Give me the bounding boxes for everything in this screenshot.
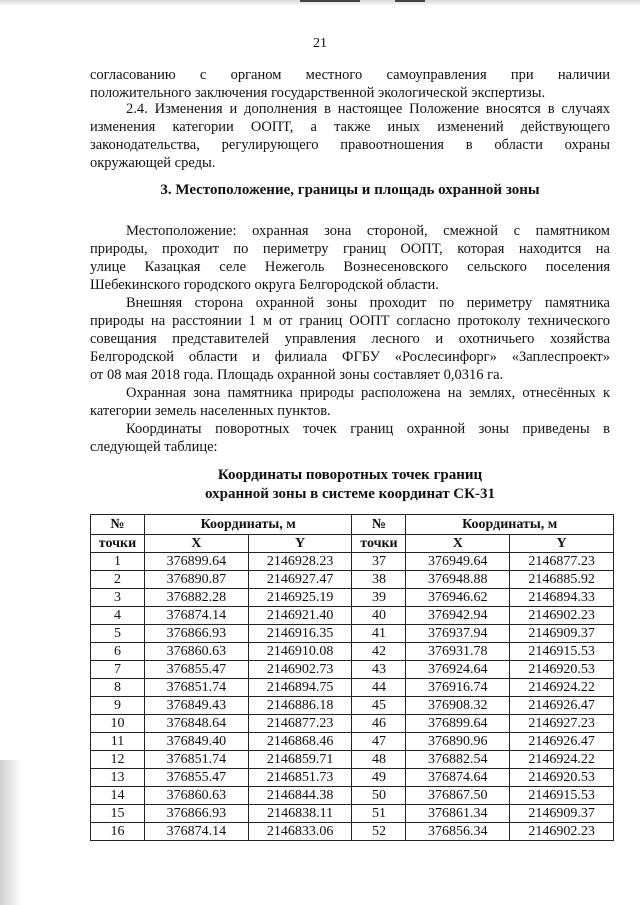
x-coordinate: 376874.14 — [144, 823, 248, 841]
section-heading-text: 3. Местоположение, границы и площадь охранной зоны — [160, 182, 540, 198]
y-coordinate: 2146928.23 — [248, 553, 352, 571]
section-heading — [90, 182, 610, 199]
point-number: 2 — [91, 571, 145, 589]
y-coordinate: 2146886.18 — [248, 697, 352, 715]
point-number: 12 — [91, 751, 145, 769]
text-line: природы на расстоянии 1 м от границ ООПТ согласно протоколу технического — [90, 313, 610, 329]
coordinates-table — [90, 514, 614, 841]
y-coordinate: 2146915.53 — [510, 787, 614, 805]
table-row — [91, 589, 614, 607]
header-y-right: Y — [510, 535, 614, 553]
y-coordinate: 2146909.37 — [510, 625, 614, 643]
header-coordinates-left: Координаты, м — [144, 515, 352, 535]
x-coordinate: 376899.64 — [144, 553, 248, 571]
table-row — [91, 787, 614, 805]
point-number: 41 — [352, 625, 406, 643]
x-coordinate: 376890.96 — [406, 733, 510, 751]
y-coordinate: 2146902.23 — [510, 823, 614, 841]
x-coordinate: 376866.93 — [144, 625, 248, 643]
table-row — [91, 661, 614, 679]
text-line: Охранная зона памятника природы расположена на землях, отнесённых к — [126, 385, 610, 401]
y-coordinate: 2146902.73 — [248, 661, 352, 679]
x-coordinate: 376861.34 — [406, 805, 510, 823]
y-coordinate: 2146844.38 — [248, 787, 352, 805]
text-line: следующей таблице: — [90, 439, 218, 455]
text-line: изменения категории ООПТ, а также иных изменений действующего — [90, 119, 610, 135]
y-coordinate: 2146894.75 — [248, 679, 352, 697]
text-line: законодательства, регулирующего правоотношения в области охраны — [90, 137, 610, 153]
header-coordinates-right: Координаты, м — [406, 515, 614, 535]
table-row — [91, 607, 614, 625]
table-row — [91, 553, 614, 571]
table-header-row — [91, 515, 614, 535]
point-number: 39 — [352, 589, 406, 607]
x-coordinate: 376874.14 — [144, 607, 248, 625]
y-coordinate: 2146920.53 — [510, 769, 614, 787]
x-coordinate: 376937.94 — [406, 625, 510, 643]
x-coordinate: 376924.64 — [406, 661, 510, 679]
x-coordinate: 376890.87 — [144, 571, 248, 589]
text-line: 2.4. Изменения и дополнения в настоящее Положение вносятся в случаях — [126, 101, 610, 117]
table-row — [91, 805, 614, 823]
y-coordinate: 2146915.53 — [510, 643, 614, 661]
y-coordinate: 2146833.06 — [248, 823, 352, 841]
x-coordinate: 376867.50 — [406, 787, 510, 805]
table-row — [91, 769, 614, 787]
point-number: 7 — [91, 661, 145, 679]
y-coordinate: 2146910.08 — [248, 643, 352, 661]
header-points-right: точки — [352, 535, 406, 553]
table-row — [91, 751, 614, 769]
x-coordinate: 376882.28 — [144, 589, 248, 607]
text-line: природы, проходит по периметру границ ООПТ, которая находится на — [90, 241, 610, 257]
point-number: 44 — [352, 679, 406, 697]
y-coordinate: 2146927.47 — [248, 571, 352, 589]
y-coordinate: 2146902.23 — [510, 607, 614, 625]
x-coordinate: 376874.64 — [406, 769, 510, 787]
header-number-right: № — [352, 515, 406, 535]
text-line: Шебекинского городского округа Белгородской области. — [90, 277, 439, 293]
table-body — [91, 553, 614, 841]
text-line: положительного заключения государственной экологической экспертизы. — [90, 85, 546, 101]
y-coordinate: 2146877.23 — [510, 553, 614, 571]
y-coordinate: 2146926.47 — [510, 733, 614, 751]
paragraph-continuation — [90, 66, 610, 102]
header-x-left: X — [144, 535, 248, 553]
x-coordinate: 376949.64 — [406, 553, 510, 571]
scan-mark — [395, 0, 425, 2]
y-coordinate: 2146859.71 — [248, 751, 352, 769]
point-number: 8 — [91, 679, 145, 697]
text-line: Координаты поворотных точек границ охранной зоны приведены в — [126, 421, 610, 437]
table-row — [91, 715, 614, 733]
x-coordinate: 376849.43 — [144, 697, 248, 715]
x-coordinate: 376866.93 — [144, 805, 248, 823]
scan-mark — [300, 0, 360, 2]
table-subheader-row — [91, 535, 614, 553]
header-y-left: Y — [248, 535, 352, 553]
y-coordinate: 2146868.46 — [248, 733, 352, 751]
point-number: 45 — [352, 697, 406, 715]
x-coordinate: 376908.32 — [406, 697, 510, 715]
x-coordinate: 376860.63 — [144, 643, 248, 661]
point-number: 49 — [352, 769, 406, 787]
table-row — [91, 625, 614, 643]
point-number: 51 — [352, 805, 406, 823]
y-coordinate: 2146924.22 — [510, 679, 614, 697]
point-number: 11 — [91, 733, 145, 751]
y-coordinate: 2146851.73 — [248, 769, 352, 787]
point-number: 43 — [352, 661, 406, 679]
x-coordinate: 376860.63 — [144, 787, 248, 805]
point-number: 9 — [91, 697, 145, 715]
x-coordinate: 376946.62 — [406, 589, 510, 607]
y-coordinate: 2146924.22 — [510, 751, 614, 769]
y-coordinate: 2146916.35 — [248, 625, 352, 643]
text-line: Внешняя сторона охранной зоны проходит по периметру памятника — [126, 295, 610, 311]
y-coordinate: 2146894.33 — [510, 589, 614, 607]
paragraph-outer-boundary — [90, 294, 610, 384]
y-coordinate: 2146926.47 — [510, 697, 614, 715]
y-coordinate: 2146877.23 — [248, 715, 352, 733]
point-number: 52 — [352, 823, 406, 841]
x-coordinate: 376849.40 — [144, 733, 248, 751]
point-number: 47 — [352, 733, 406, 751]
point-number: 14 — [91, 787, 145, 805]
x-coordinate: 376931.78 — [406, 643, 510, 661]
table-title-line: Координаты поворотных точек границ — [217, 467, 483, 483]
table-row — [91, 733, 614, 751]
table-row — [91, 643, 614, 661]
point-number: 48 — [352, 751, 406, 769]
x-coordinate: 376882.54 — [406, 751, 510, 769]
x-coordinate: 376899.64 — [406, 715, 510, 733]
header-number-left: № — [91, 515, 145, 535]
paragraph-coordinates-intro — [90, 420, 610, 456]
page-number: 21 — [313, 36, 327, 51]
table-row — [91, 823, 614, 841]
point-number: 15 — [91, 805, 145, 823]
y-coordinate: 2146925.19 — [248, 589, 352, 607]
text-line: от 08 мая 2018 года. Площадь охранной зоны составляет 0,0316 га. — [90, 367, 504, 383]
text-line: Белгородской области и филиала ФГБУ «Рослесинфорг» «Заплеспроект» — [90, 349, 610, 365]
table-row — [91, 679, 614, 697]
point-number: 4 — [91, 607, 145, 625]
point-number: 38 — [352, 571, 406, 589]
point-number: 46 — [352, 715, 406, 733]
y-coordinate: 2146838.11 — [248, 805, 352, 823]
table-row — [91, 697, 614, 715]
point-number: 50 — [352, 787, 406, 805]
y-coordinate: 2146927.23 — [510, 715, 614, 733]
point-number: 42 — [352, 643, 406, 661]
x-coordinate: 376851.74 — [144, 679, 248, 697]
y-coordinate: 2146920.53 — [510, 661, 614, 679]
x-coordinate: 376848.64 — [144, 715, 248, 733]
text-line: улице Казацкая селе Нежеголь Вознесеновского сельского поселения — [90, 259, 610, 275]
paragraph-2-4 — [90, 100, 610, 172]
paragraph-lands — [90, 384, 610, 420]
point-number: 37 — [352, 553, 406, 571]
table-title-line: охранной зоны в системе координат СК-31 — [204, 486, 496, 502]
table-row — [91, 571, 614, 589]
point-number: 6 — [91, 643, 145, 661]
table-title — [90, 466, 610, 504]
x-coordinate: 376948.88 — [406, 571, 510, 589]
scan-left-shadow — [0, 760, 22, 905]
point-number: 5 — [91, 625, 145, 643]
text-line: окружающей среды. — [90, 155, 216, 171]
y-coordinate: 2146885.92 — [510, 571, 614, 589]
text-line: Местоположение: охранная зона стороной, смежной с памятником — [126, 223, 610, 239]
point-number: 16 — [91, 823, 145, 841]
text-line: совещания представителей управления лесного и охотничьего хозяйства — [90, 331, 610, 347]
point-number: 13 — [91, 769, 145, 787]
header-points-left: точки — [91, 535, 145, 553]
text-line: согласованию с органом местного самоуправления при наличии — [90, 67, 610, 83]
text-line: категории земель населенных пунктов. — [90, 403, 331, 419]
x-coordinate: 376855.47 — [144, 661, 248, 679]
x-coordinate: 376856.34 — [406, 823, 510, 841]
paragraph-location — [90, 222, 610, 294]
point-number: 10 — [91, 715, 145, 733]
header-x-right: X — [406, 535, 510, 553]
x-coordinate: 376855.47 — [144, 769, 248, 787]
x-coordinate: 376942.94 — [406, 607, 510, 625]
x-coordinate: 376851.74 — [144, 751, 248, 769]
point-number: 40 — [352, 607, 406, 625]
y-coordinate: 2146909.37 — [510, 805, 614, 823]
point-number: 1 — [91, 553, 145, 571]
x-coordinate: 376916.74 — [406, 679, 510, 697]
point-number: 3 — [91, 589, 145, 607]
y-coordinate: 2146921.40 — [248, 607, 352, 625]
